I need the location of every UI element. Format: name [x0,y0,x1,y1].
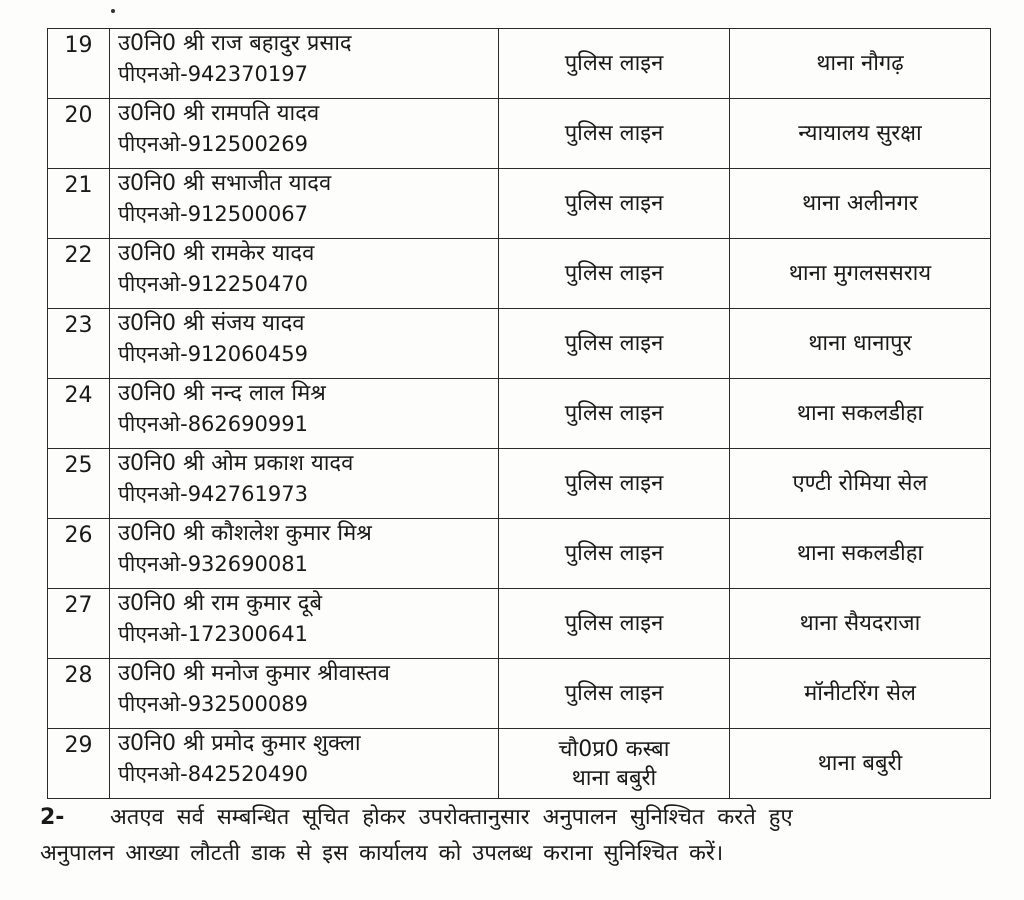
current-posting-cell [499,99,730,169]
current-posting-text: पुलिस लाइन [564,471,664,496]
officer-cell [110,29,499,99]
officer-name: उ0नि0 श्री रामपति यादव [118,101,320,126]
officer-name: उ0नि0 श्री रामकेर यादव [118,241,315,266]
serial-number-cell: 26 [48,519,110,589]
current-posting-cell [499,729,730,799]
officer-name: उ0नि0 श्री संजय यादव [118,311,305,336]
serial-number-cell: 20 [48,99,110,169]
current-posting-text: पुलिस लाइन [564,121,664,146]
transfer-table [47,28,991,799]
officer-cell [110,519,499,589]
officer-name: उ0नि0 श्री ओम प्रकाश यादव [118,451,354,476]
serial-number-cell: 21 [48,169,110,239]
new-posting-cell: थाना धानापुर [730,309,991,379]
officer-pno: पीएनओ-932690081 [118,552,308,576]
serial-number-cell: 29 [48,729,110,799]
current-posting-text: पुलिस लाइन [564,191,664,216]
serial-number-cell: 24 [48,379,110,449]
table-row [48,99,991,169]
officer-pno: पीएनओ-842520490 [118,762,308,786]
serial-number-cell: 22 [48,239,110,309]
officer-name: उ0नि0 श्री सभाजीत यादव [118,171,332,196]
officer-name: उ0नि0 श्री प्रमोद कुमार शुक्ला [118,731,361,756]
officer-cell [110,309,499,379]
serial-number-cell: 19 [48,29,110,99]
paragraph-line-1-text: अतएव सर्व सम्बन्धित सूचित होकर उपरोक्तानुसार अनुपालन सुनिश्चित करते हुए [110,805,793,830]
current-posting-cell [499,659,730,729]
officer-pno: पीएनओ-942370197 [118,62,308,86]
officer-name: उ0नि0 श्री राज बहादुर प्रसाद [118,31,352,56]
current-posting-text: पुलिस लाइन [564,611,664,636]
new-posting-cell: थाना सकलडीहा [730,519,991,589]
new-posting-cell: मॉनीटरिंग सेल [730,659,991,729]
serial-number-cell: 23 [48,309,110,379]
transfer-table-body [48,29,991,799]
current-posting-cell [499,449,730,519]
officer-cell [110,659,499,729]
table-row [48,29,991,99]
officer-pno: पीएनओ-912500067 [118,202,308,226]
paragraph-line-1 [40,800,990,836]
table-row [48,449,991,519]
officer-pno: पीएनओ-172300641 [118,622,308,646]
new-posting-cell: थाना सैयदराजा [730,589,991,659]
current-posting-cell [499,379,730,449]
officer-pno: पीएनओ-862690991 [118,412,308,436]
officer-pno: पीएनओ-932500089 [118,692,308,716]
new-posting-cell: थाना अलीनगर [730,169,991,239]
current-posting-text: पुलिस लाइन [564,541,664,566]
new-posting-cell: एण्टी रोमिया सेल [730,449,991,519]
current-posting-text: चौ0प्र0 कस्बा [558,736,670,762]
officer-cell [110,379,499,449]
officer-cell [110,169,499,239]
current-posting-text: थाना बबुरी [571,765,657,791]
officer-pno: पीएनओ-912060459 [118,342,308,366]
officer-name: उ0नि0 श्री मनोज कुमार श्रीवास्तव [118,661,390,686]
table-row [48,729,991,799]
officer-cell [110,99,499,169]
officer-cell [110,449,499,519]
table-row [48,239,991,309]
officer-pno: पीएनओ-912500269 [118,132,308,156]
new-posting-cell: थाना मुगलससराय [730,239,991,309]
officer-name: उ0नि0 श्री कौशलेश कुमार मिश्र [118,521,372,546]
current-posting-text: पुलिस लाइन [564,401,664,426]
officer-cell [110,729,499,799]
new-posting-cell: थाना बबुरी [730,729,991,799]
current-posting-cell [499,239,730,309]
paragraph-number: 2- [40,805,65,830]
officer-name: उ0नि0 श्री राम कुमार दूबे [118,591,323,616]
current-posting-cell [499,29,730,99]
current-posting-cell [499,309,730,379]
table-row [48,309,991,379]
current-posting-cell [499,519,730,589]
officer-cell [110,239,499,309]
new-posting-cell: थाना सकलडीहा [730,379,991,449]
table-row [48,169,991,239]
officer-cell [110,589,499,659]
officer-pno: पीएनओ-942761973 [118,482,308,506]
serial-number-cell: 28 [48,659,110,729]
scan-dot-mark [111,9,115,13]
current-posting-text: पुलिस लाइन [564,681,664,706]
officer-name: उ0नि0 श्री नन्द लाल मिश्र [118,381,326,406]
current-posting-text: पुलिस लाइन [564,331,664,356]
table-row [48,379,991,449]
table-row [48,589,991,659]
new-posting-cell: थाना नौगढ़ [730,29,991,99]
current-posting-cell [499,169,730,239]
serial-number-cell: 25 [48,449,110,519]
new-posting-cell: न्यायालय सुरक्षा [730,99,991,169]
current-posting-text: पुलिस लाइन [564,261,664,286]
current-posting-text: पुलिस लाइन [564,51,664,76]
serial-number-cell: 27 [48,589,110,659]
paragraph-line-2: अनुपालन आख्या लौटती डाक से इस कार्यालय को उपलब्ध कराना सुनिश्चित करें। [40,841,724,866]
current-posting-cell [499,589,730,659]
instruction-paragraph [40,800,990,872]
table-row [48,659,991,729]
officer-pno: पीएनओ-912250470 [118,272,308,296]
table-row [48,519,991,589]
